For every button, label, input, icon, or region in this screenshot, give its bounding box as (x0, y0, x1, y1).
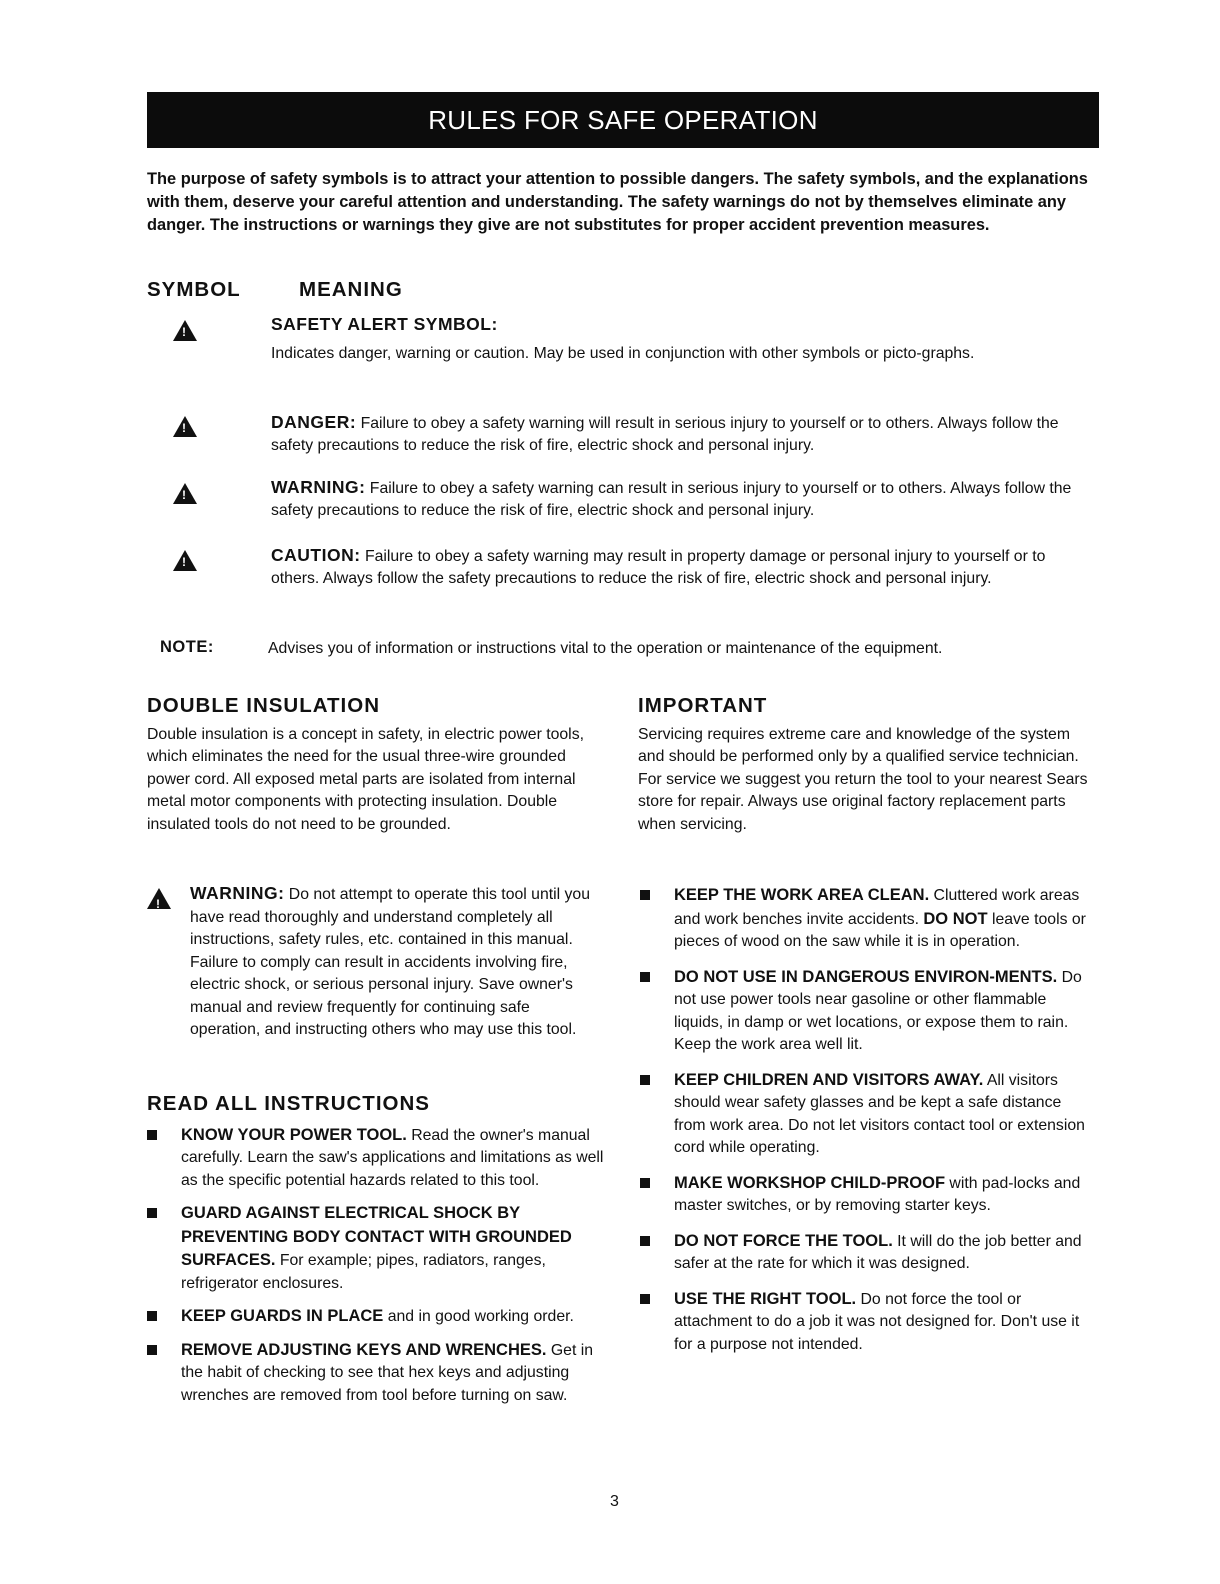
rule-title: DO NOT USE IN DANGEROUS ENVIRON-MENTS. (674, 967, 1058, 986)
rule-text: All visitors should wear safety glasses and be kept a safe distance from work area. Do not let visitors contact tool or extension cord while operating. (674, 1071, 1085, 1156)
rule-text: It will do the job better and safer at the rate for which it was designed. (674, 1232, 1082, 1272)
list-item (640, 1288, 1092, 1357)
intro-paragraph: The purpose of safety symbols is to attract your attention to possible dangers. The safety symbols, and the explanations with them, deserve your careful attention and understanding. The safety warnings do not by themselves eliminate any danger. The instructions or warnings they give are not substitutes for proper accident prevention measures. (147, 170, 1088, 234)
symbol-row-alert (271, 313, 1091, 365)
bullet-icon (640, 1075, 650, 1085)
symbol-table-header (147, 278, 403, 302)
warning-block-label: WARNING: (190, 883, 285, 903)
warning-block-body (147, 882, 602, 1042)
rule-title: DO NOT FORCE THE TOOL. (674, 1231, 893, 1250)
right-rules-list (640, 884, 1092, 1366)
rule-text: Cluttered work areas and work benches invite accidents. (674, 887, 1080, 928)
page-banner: RULES FOR SAFE OPERATION (147, 92, 1099, 148)
caution-label: CAUTION: (271, 545, 361, 565)
symbol-column-label: SYMBOL (147, 278, 241, 301)
caution-alert-icon (173, 550, 197, 571)
rule-title: KEEP THE WORK AREA CLEAN. (674, 886, 930, 904)
rule-title: MAKE WORKSHOP CHILD-PROOF (674, 1173, 946, 1192)
warning-block-alert-icon (147, 888, 171, 909)
list-item (147, 1339, 609, 1408)
list-item (640, 1230, 1092, 1276)
rule-title: GUARD AGAINST ELECTRICAL SHOCK BY PREVENTING BODY CONTACT WITH GROUNDED SURFACES. (181, 1204, 572, 1269)
rule-title: USE THE RIGHT TOOL. (674, 1289, 857, 1308)
meaning-column-label: MEANING (299, 278, 403, 301)
list-item (147, 1305, 609, 1329)
bullet-icon (640, 1178, 650, 1188)
warning-text: Failure to obey a safety warning can result in serious injury to yourself or to others. Always follow the safety precautions to reduce the risk of fire, electric shock and personal injury. (271, 480, 1072, 519)
warning-block (147, 882, 602, 1042)
rule-text: with pad-locks and master switches, or by removing starter keys. (674, 1174, 1081, 1214)
bullet-icon (147, 1208, 157, 1218)
bullet-icon (640, 890, 650, 900)
important-section (638, 695, 1093, 836)
danger-label: DANGER: (271, 412, 357, 432)
rule-text: For example; pipes, radiators, ranges, refrigerator enclosures. (181, 1252, 546, 1292)
alert-label: SAFETY ALERT SYMBOL: (271, 314, 498, 334)
rule-title: REMOVE ADJUSTING KEYS AND WRENCHES. (181, 1340, 547, 1359)
read-all-section (147, 1093, 609, 1417)
bullet-icon (640, 1294, 650, 1304)
bullet-icon (147, 1130, 157, 1140)
double-insulation-section (147, 695, 587, 836)
rule-emphasis: DO NOT (923, 909, 988, 928)
list-item (640, 884, 1092, 954)
warning-label: WARNING: (271, 477, 366, 497)
rule-text: Read the owner's manual carefully. Learn the saw's applications and limitations as well as the specific potential hazards related to this tool. (181, 1126, 604, 1189)
warning-block-text: Do not attempt to operate this tool until you have read thoroughly and understand completely all instructions, safety rules, etc. contained in this manual. Failure to comply can result in accidents involving fire, electric shock, or serious personal injury. Save owner's manual and review frequently for continuing safe operation, and instructing others who may use this tool. (190, 886, 590, 1038)
list-item (640, 1069, 1092, 1160)
double-insulation-text: Double insulation is a concept in safety, in electric power tools, which eliminates the need for the usual three-wire grounded power cord. All exposed metal parts are isolated from internal metal motor components with protecting insulation. Double insulated tools do not need to be grounded. (147, 725, 584, 833)
read-all-heading: READ ALL INSTRUCTIONS (147, 1092, 430, 1115)
bullet-icon (640, 1236, 650, 1246)
symbol-row-danger (271, 411, 1091, 457)
note-text: Advises you of information or instructions vital to the operation or maintenance of the equipment. (268, 640, 943, 657)
note-label: NOTE: (160, 638, 214, 656)
rule-title: KEEP GUARDS IN PLACE (181, 1307, 384, 1325)
rule-text: and in good working order. (383, 1308, 574, 1325)
bullet-icon (640, 972, 650, 982)
rule-text: leave tools or pieces of wood on the saw while it is in operation. (674, 910, 1086, 950)
alert-text: Indicates danger, warning or caution. May be used in conjunction with other symbols or picto-graphs. (271, 345, 975, 362)
danger-alert-icon (173, 416, 197, 437)
rule-title: KEEP CHILDREN AND VISITORS AWAY. (674, 1070, 984, 1089)
danger-text: Failure to obey a safety warning will result in serious injury to yourself or to others. Always follow the safety precautions to reduce the risk of fire, electric shock and personal injury. (271, 415, 1059, 454)
list-item (147, 1202, 609, 1295)
safety-alert-icon (173, 320, 197, 341)
symbol-row-warning (271, 476, 1091, 522)
caution-text: Failure to obey a safety warning may result in property damage or personal injury to yourself or to others. Always follow the safety precautions to reduce the risk of fire, electric shock and personal injury. (271, 548, 1046, 587)
list-item (147, 1124, 609, 1193)
rule-text: Do not force the tool or attachment to do a job it was not designed for. Don't use it for a purpose not intended. (674, 1290, 1080, 1353)
double-insulation-heading: DOUBLE INSULATION (147, 694, 381, 717)
rule-text: Get in the habit of checking to see that hex keys and adjusting wrenches are removed from tool before turning on saw. (181, 1341, 594, 1404)
page-number: 3 (610, 1493, 619, 1510)
important-text: Servicing requires extreme care and knowledge of the system and should be performed only by a qualified service technician. For service we suggest you return the tool to your nearest Sears store for repair. Always use original factory replacement parts when servicing. (638, 725, 1088, 833)
rule-text: Do not use power tools near gasoline or other flammable liquids, in damp or wet locations, or expose them to rain. Keep the work area well lit. (674, 968, 1082, 1053)
rule-title: KNOW YOUR POWER TOOL. (181, 1125, 407, 1144)
bullet-icon (147, 1311, 157, 1321)
list-item (640, 1172, 1092, 1218)
bullet-icon (147, 1345, 157, 1355)
important-heading: IMPORTANT (638, 694, 768, 717)
warning-alert-icon (173, 483, 197, 504)
symbol-row-caution (271, 544, 1091, 590)
list-item (640, 966, 1092, 1057)
